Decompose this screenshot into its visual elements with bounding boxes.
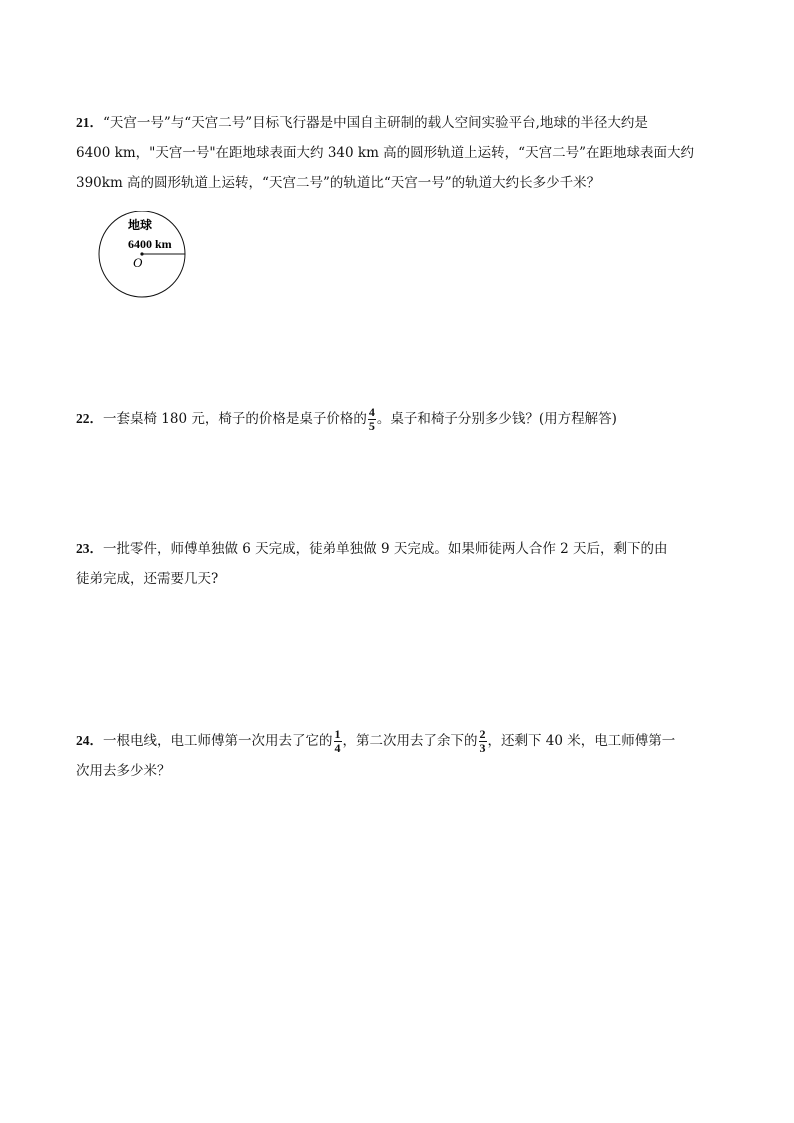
- earth-circle-diagram: [96, 211, 192, 301]
- question-24-text-3: ，还剩下 40 米，电工师傅第一: [487, 733, 676, 749]
- question-23-text-2: 徒弟完成，还需要几天?: [76, 571, 219, 587]
- question-23: [76, 534, 726, 594]
- question-22-text-after: 。桌子和椅子分别多少钱？(用方程解答): [376, 411, 617, 427]
- question-21-text-2: 6400 km，"天宫一号"在距地球表面大约 340 km 高的圆形轨道上运转，“天宫二号”在距地球表面大约: [76, 145, 694, 161]
- question-22: [76, 404, 726, 434]
- question-24-text-2: ，第二次用去了余下的: [342, 733, 478, 749]
- question-23-text-1: 一批零件，师傅单独做 6 天完成，徒弟单独做 9 天完成。如果师徒两人合作 2 天后，剩下的由: [103, 541, 668, 557]
- earth-figure: [96, 211, 192, 301]
- question-21-text-1: “天宫一号”与“天宫二号”目标飞行器是中国自主研制的载人空间实验平台,地球的半径大约是: [103, 115, 648, 131]
- question-21: [76, 108, 726, 198]
- question-24-number: 24．: [76, 733, 103, 748]
- question-24-text-4: 次用去多少米？: [76, 763, 171, 779]
- question-21-number: 21．: [76, 115, 103, 130]
- fraction-four-fifths: [368, 407, 376, 432]
- fraction-denominator: 5: [368, 419, 375, 433]
- fraction-numerator: 4: [368, 405, 375, 419]
- fraction-denominator: 4: [334, 741, 341, 755]
- question-22-number: 22．: [76, 411, 103, 426]
- question-22-text-before: 一套桌椅 180 元，椅子的价格是桌子价格的: [103, 411, 367, 427]
- question-22-line-1: [76, 404, 726, 434]
- fraction-one-quarter: [334, 729, 342, 754]
- radius-label: 6400 km: [128, 237, 172, 251]
- center-label: O: [133, 255, 143, 270]
- fraction-numerator: 1: [334, 727, 341, 741]
- earth-label: 地球: [128, 218, 153, 232]
- question-24: [76, 726, 726, 786]
- question-24-text-1: 一根电线，电工师傅第一次用去了它的: [103, 733, 333, 749]
- fraction-two-thirds: [479, 729, 487, 754]
- question-23-line-1: [76, 534, 726, 564]
- question-23-number: 23．: [76, 541, 103, 556]
- fraction-numerator: 2: [479, 727, 486, 741]
- question-24-line-1: [76, 726, 726, 756]
- question-21-text-3: 390km 高的圆形轨道上运转，“天宫二号”的轨道比“天宫一号”的轨道大约长多少千米？: [76, 175, 601, 191]
- fraction-denominator: 3: [479, 741, 486, 755]
- question-21-line-1: [76, 108, 726, 138]
